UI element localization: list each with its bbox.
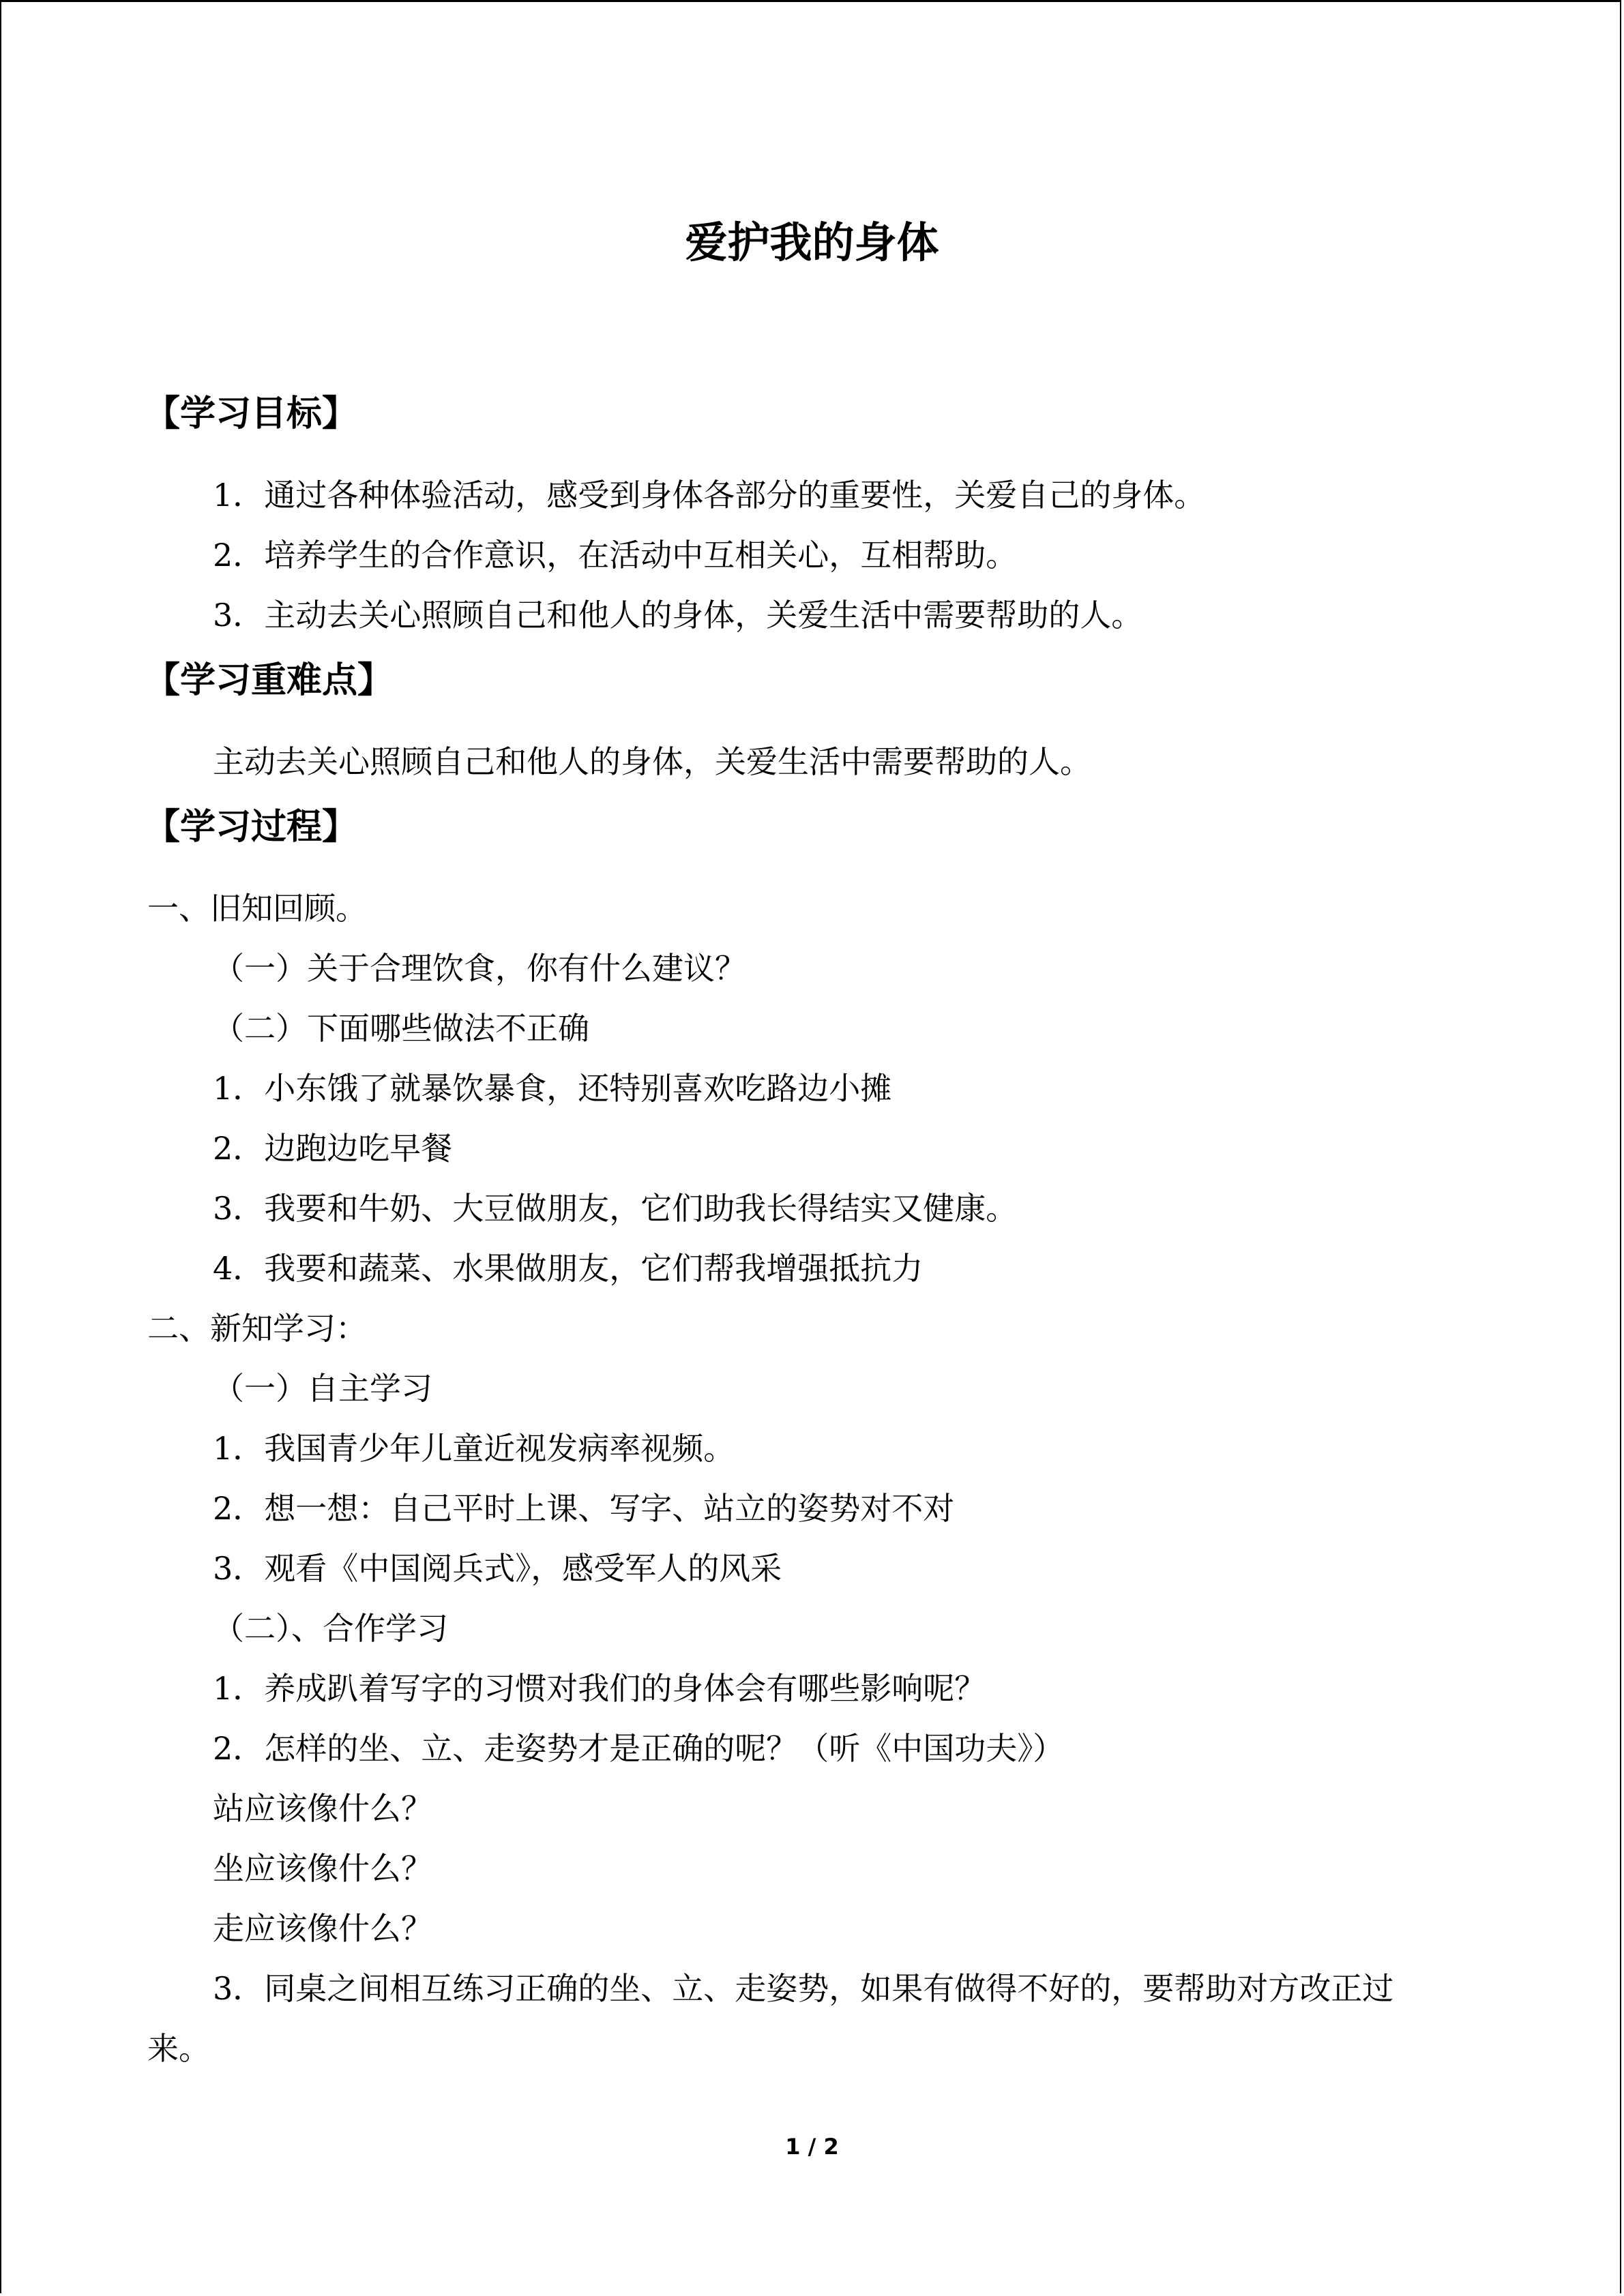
process-item: 3．观看《中国阅兵式》，感受军人的风采 (213, 1550, 782, 1587)
section-heading-key-points: 【学习重难点】 (145, 660, 394, 701)
process-item: 2．边跑边吃早餐 (213, 1130, 453, 1167)
process-item: （二）下面哪些做法不正确 (213, 1010, 589, 1047)
process-item-continuation: 来。 (147, 2030, 210, 2067)
key-point-item: 主动去关心照顾自己和他人的身体，关爱生活中需要帮助的人。 (213, 743, 1091, 780)
process-item: 坐应该像什么？ (213, 1850, 432, 1887)
process-item: 3．我要和牛奶、大豆做朋友，它们助我长得结实又健康。 (213, 1190, 1018, 1227)
process-item: 3．同桌之间相互练习正确的坐、立、走姿势，如果有做得不好的，要帮助对方改正过 (213, 1970, 1394, 2007)
process-item: 4．我要和蔬菜、水果做朋友，它们帮我增强抵抗力 (213, 1250, 924, 1287)
section-heading-process: 【学习过程】 (145, 807, 358, 848)
process-part-review: 一、旧知回顾。 (147, 890, 367, 927)
objective-item-1: 1．通过各种体验活动，感受到身体各部分的重要性，关爱自己的身体。 (213, 477, 1206, 513)
page-number: 1 / 2 (785, 2134, 839, 2160)
process-item: 1．养成趴着写字的习惯对我们的身体会有哪些影响呢？ (213, 1670, 986, 1707)
process-item: （二）、合作学习 (213, 1610, 448, 1647)
objective-item-2: 2．培养学生的合作意识，在活动中互相关心，互相帮助。 (213, 537, 1018, 573)
process-item: 走应该像什么？ (213, 1910, 432, 1947)
process-item: 站应该像什么？ (213, 1790, 432, 1827)
document-title: 爱护我的身体 (685, 218, 939, 267)
process-item: 2．怎样的坐、立、走姿势才是正确的呢？（听《中国功夫》） (213, 1730, 1065, 1767)
section-heading-objectives: 【学习目标】 (145, 393, 358, 434)
objective-item-3: 3．主动去关心照顾自己和他人的身体，关爱生活中需要帮助的人。 (213, 597, 1143, 633)
process-item: 1．我国青少年儿童近视发病率视频。 (213, 1430, 735, 1467)
process-item: （一）关于合理饮食，你有什么建议？ (213, 950, 746, 987)
process-item: 2．想一想：自己平时上课、写字、站立的姿势对不对 (213, 1490, 955, 1527)
process-item: （一）自主学习 (213, 1370, 432, 1407)
process-part-new-learning: 二、新知学习： (147, 1310, 367, 1347)
process-item: 1．小东饿了就暴饮暴食，还特别喜欢吃路边小摊 (213, 1070, 892, 1107)
